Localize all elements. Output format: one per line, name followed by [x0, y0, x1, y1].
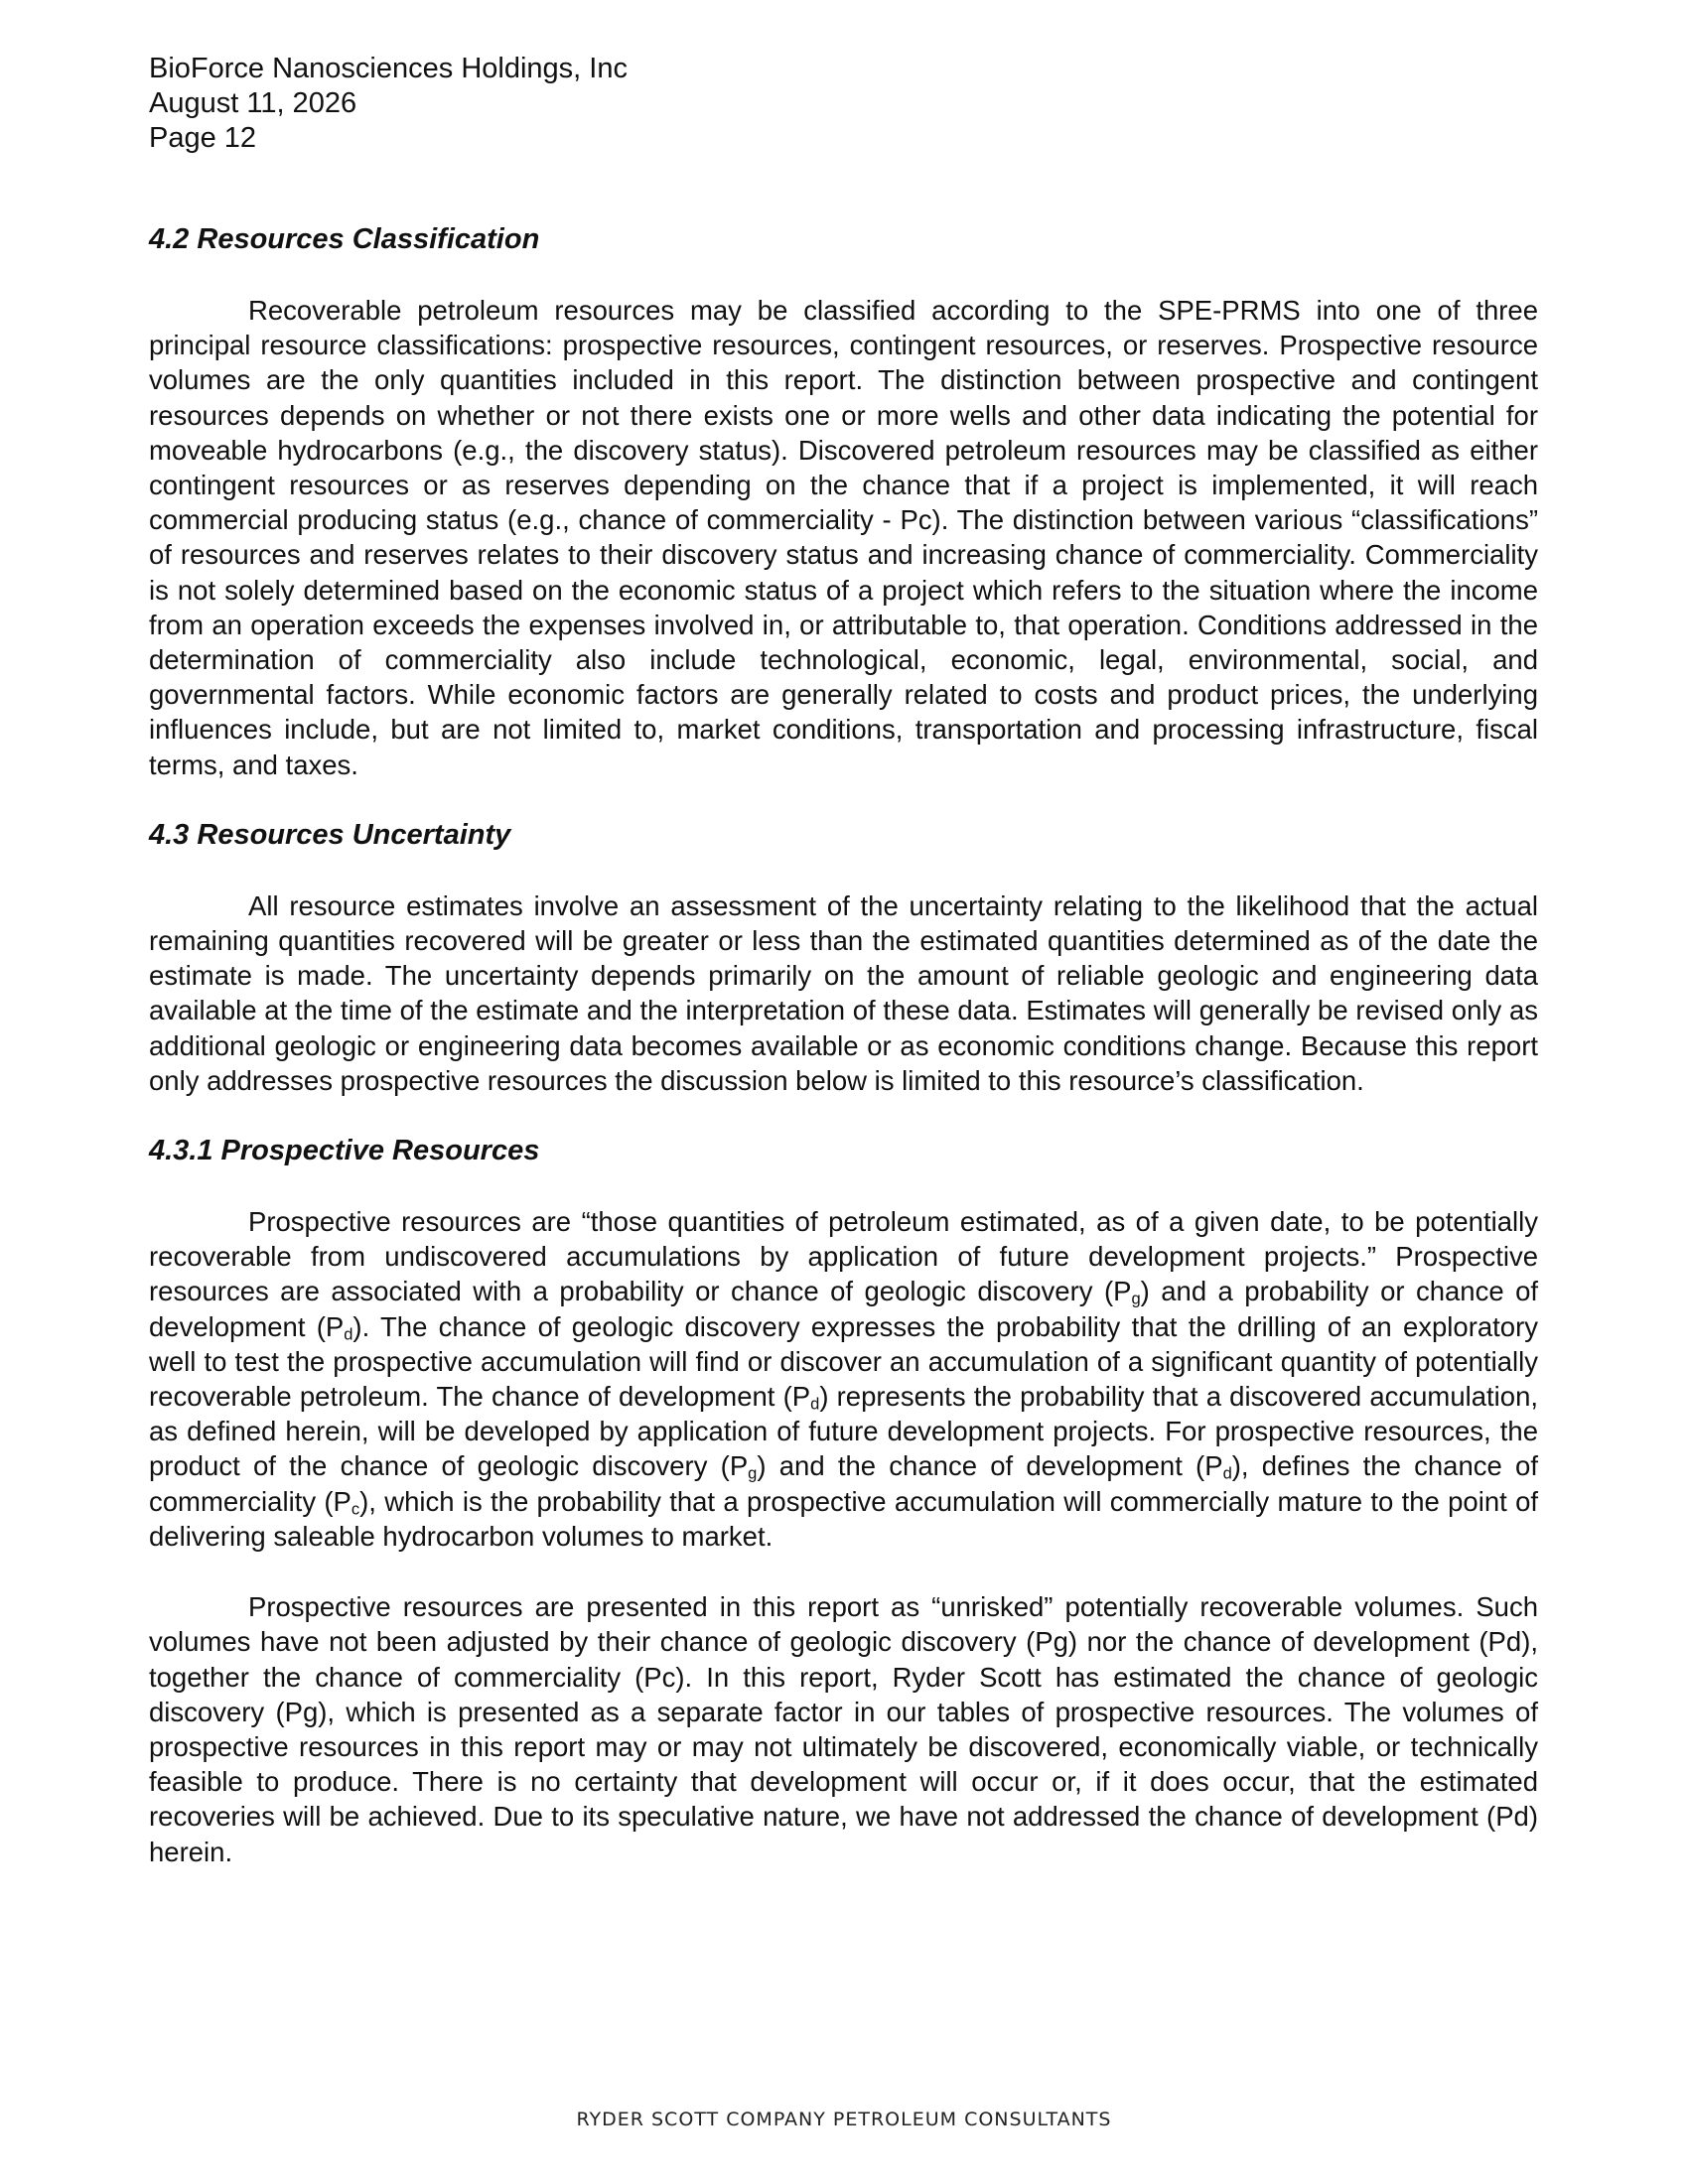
- company-name: BioForce Nanosciences Holdings, Inc: [149, 53, 628, 84]
- text-run: ), defines the chance of commerciality (P: [149, 1450, 1538, 1517]
- text-run: ), which is the probability that a prospective accumulation will commercially mature to the point of delivering saleable hydrocarbon volumes to market.: [149, 1485, 1539, 1552]
- page-footer: RYDER SCOTT COMPANY PETROLEUM CONSULTANTS: [576, 2109, 1112, 2130]
- section-4-3-paragraph: All resource estimates involve an assessment of the uncertainty relating to the likelihood that the actual remaining quantities recovered will be greater or less than the estimated quantities determined as of the date the estimate is made. The uncertainty depends primarily on the amount of reliable geologic and engineering data available at the time of the estimate and the interpretation of these data. Estimates will generally be revised only as additional geologic or engineering data becomes available or as economic conditions change. Because this report only addresses prospective resources the discussion below is limited to this resource’s classification.: [149, 889, 1538, 1096]
- text-run: ) represents the probability that a discovered accumulation, as defined herein, will be developed by application of future development projects. For prospective resources, the product of the chance of geologic discovery (P: [149, 1381, 1538, 1482]
- text-run: ) and a probability or chance of development (P: [149, 1276, 1538, 1342]
- section-heading-4-3-1: 4.3.1 Prospective Resources: [149, 1135, 540, 1167]
- section-4-3-1-paragraph-2: Prospective resources are presented in this report as “unrisked” potentially recoverable volumes. Such volumes have not been adjusted by their chance of geologic discovery (Pg) nor the chance of development (Pd), together the chance of commerciality (Pc). In this report, Ryder Scott has estimated the chance of geologic discovery (Pg), which is presented as a separate factor in our tables of prospective resources. The volumes of prospective resources in this report may or may not ultimately be discovered, economically viable, or technically feasible to produce. There is no certainty that development will occur or, if it does occur, that the estimated recoveries will be achieved. Due to its speculative nature, we have not addressed the chance of development (Pd) herein.: [149, 1591, 1538, 1867]
- text-run: ) and the chance of development (P: [757, 1450, 1223, 1482]
- section-heading-4-2: 4.2 Resources Classification: [149, 223, 540, 255]
- subscript: g: [748, 1464, 758, 1483]
- document-body: [149, 222, 1538, 1905]
- subscript: g: [1131, 1290, 1141, 1308]
- section-4-3-1-paragraph-1: [149, 1204, 1538, 1554]
- subscript: d: [1222, 1464, 1232, 1483]
- text-run: Prospective resources are “those quantities of petroleum estimated, as of a given date, to be potentially recoverable from undiscovered accumulations by application of future development projects.” Prospective resources are associated with a probability or chance of geologic discovery (P: [149, 1206, 1538, 1307]
- letter-date: August 11, 2026: [149, 87, 357, 119]
- subscript: d: [344, 1324, 353, 1343]
- section-4-2-paragraph: Recoverable petroleum resources may be classified according to the SPE-PRMS into one of three principal resource classifications: prospective resources, contingent resources, or reserves. Prospective resource volumes are the only quantities included in this report. The distinction between prospective and contingent resources depends on whether or not there exists one or more wells and other data indicating the potential for moveable hydrocarbons (e.g., the discovery status). Discovered petroleum resources may be classified as either contingent resources or as reserves depending on the chance that if a project is implemented, it will reach commercial producing status (e.g., chance of commerciality - Pc). The distinction between various “classifications” of resources and reserves relates to their discovery status and increasing chance of commerciality. Commerciality is not solely determined based on the economic status of a project which refers to the situation where the income from an operation exceeds the expenses involved in, or attributable to, that operation. Conditions addressed in the determination of commerciality also include technological, economic, legal, environmental, social, and governmental factors. While economic factors are generally related to costs and product prices, the underlying influences include, but are not limited to, market conditions, transportation and processing infrastructure, fiscal terms, and taxes.: [149, 295, 1538, 780]
- text-run: ). The chance of geologic discovery expresses the probability that the drilling of an exploratory well to test the prospective accumulation will find or discover an accumulation of a significant quantity of potentially recoverable petroleum. The chance of development (P: [149, 1310, 1539, 1413]
- subscript: c: [351, 1499, 360, 1518]
- subscript: d: [810, 1395, 820, 1414]
- page-number: Page 12: [149, 122, 257, 154]
- section-heading-4-3: 4.3 Resources Uncertainty: [149, 818, 511, 851]
- letter-header: [149, 52, 628, 156]
